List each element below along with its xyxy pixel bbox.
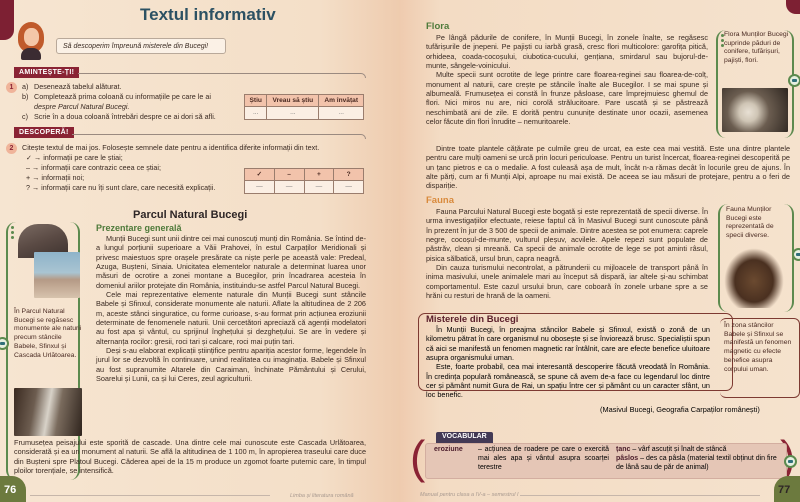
remember-tag: AMINTEȘTE-ȚI! <box>14 67 79 78</box>
vocab-entry-tanc: țanc – vârf ascuțit și înalt de stâncă <box>616 446 727 453</box>
page-title: Textul informativ <box>140 5 276 24</box>
flora-body-wide: Dintre toate plantele cățărate pe culmile greu de urcat, ea este cea mai vestită. Este una dintre plantele pentru care mulți oameni se urcă prin locuri periculoase. Pentru un turist încercat, floarea-reginei descoperită pe un țanc pietros e ca o medalie. A fost culeasă așa de mult, încât n-a rămas decât în locurile greu de ajuns. În alte părți, cum ar fi Munții Alpi, aproape nu mai există. De aceea se iau măsuri de protejare, pentru a o feri de dispariție. <box>426 144 790 191</box>
flora-body: Pe lângă pădurile de conifere, în Munții Bucegi, în zonele înalte, se regăsesc tufărișurile de jnepeni. Pe pajiști cu iarbă grasă, cresc flori multicolore: garofița pitică, orhideea, coada-cocoșului, ciubotica-cucului, gențiana, smirdarul sau bujorul-de-munte, sângele-voinicului. Multe specii sunt ocrotite de lege printre care floarea-reginei sau floarea-de-colț, monument al naturii, care crește pe stâncile înalte ale Bucegilor. I se mai spune și albumeală. Frumusețea ei constă în frunze pâsloase, care împrejmuiesc ghemul de flori. Nici miros nu are, nici corolă strălucitoare. Pare uscată și se păstrează neschimbată ani de zile. E dorită pentru cununițe destinate unor ocazii, asemenea celor făcute din flori înrudite – nemuritoarele. <box>426 33 708 127</box>
article-body-bottom: Frumusețea peisajului este sporită de cascade. Una dintre cele mai cunoscute este Cascada Urlătoarea, considerată și ea un monument al naturii. Se află la altitudinea de 1 100 m, în apropierea traseului care duce din Bușteni spre Platoul Bucegi. Căderea apei de la 15 m produce un zgomot foarte puternic care, în timpul ploilor torențiale, se intensifică. <box>14 438 366 476</box>
signs-table: ✓ – + ? — — — — <box>244 168 364 194</box>
kwl-table: Știu Vreau să știu Am învățat ... ... ... <box>244 94 364 120</box>
mysteries-sidebar-note: În zona stâncilor Babele și Sfinxul se manifestă un fenomen magnetic cu efecte benefice asupra corpului uman. <box>724 322 792 373</box>
page-number: 77 <box>778 484 791 496</box>
discover-tag: DESCOPERĂ! <box>14 127 74 138</box>
avatar-icon <box>16 20 46 60</box>
exercise-number-1: 1 <box>6 82 17 93</box>
mysteries-heading: Misterele din Bucegi <box>426 314 519 325</box>
edelweiss-image <box>722 88 788 132</box>
exercise-2-list: Citește textul de mai jos. Folosește semnele date pentru a identifica diferite informații din text. ✓ → informații pe care le știai; – → informații care contrazic ceea ce știai; + → informații noi; ? → informații care nu îți sunt clare, care necesită explicații. <box>22 143 320 192</box>
footer-text: Manual pentru clasa a IV-a – semestrul I <box>420 492 519 498</box>
chapter-tab <box>786 0 800 14</box>
fauna-sidebar-note: Fauna Munților Bucegi este reprezentată de specii diverse. <box>726 206 774 240</box>
flora-heading: Flora <box>426 21 450 32</box>
footer-text: Limba și literatura română <box>290 493 354 499</box>
divider <box>72 134 366 139</box>
fauna-heading: Fauna <box>426 195 454 206</box>
exercise-1-list: a) Desenează tabelul alăturat. b) Completează prima coloană cu informațiile pe care le ai despre Parcul Natural Bucegi. c) Scrie în a doua coloană întrebări despre ce ai dori să afli. <box>22 82 216 121</box>
vocab-entry-paslos: pâslos – des ca pâsla (material textil obținut din fire de lână sau de păr de animal) <box>616 455 777 471</box>
mysteries-body: În Munții Bucegi, în preajma stâncilor Babele și Sfinxul, există o zonă de un kilometru pătrat în care organismul nu obosește și se înviorează brusc. Specialiștii spun că aici se manifestă un fenomen magnetic rar întâlnit, care are efecte benefice uluitoare asupra organismului uman. Este, foarte probabil, cea mai interesantă descoperire făcută vreodată în România. În credința populară românească, se spune că avem de-a face cu legendarul loc dintre cer și pământ numit Gura de Rai, un spațiu între cer și pământ cu un caracter sfânt, un loc benefic. <box>426 325 710 400</box>
bear-image <box>724 248 784 308</box>
speech-bubble: Să descoperim împreună misterele din Bucegi! <box>56 38 226 54</box>
fauna-body: Fauna Parcului Natural Bucegi este bogată și este reprezentată de specii diverse. În urma investigațiilor efectuate, reiese faptul că în Masivul Bucegi sunt cunoscute până în prezent în jur de 3 500 de specii de animale. Dintre acestea se pot enumera: caprele negre, cocoșul-de-munte, vulturul pleșuv, acvilele. Apele repezi sunt populate de păstrăv, clean și mreană. Ca specii de animale ocrotite de lege se pot aminti râsul, pisica sălbatică, ursul brun, capra neagră. Din cauza turismului necontrolat, a pătrunderii cu mijloacele de transport până în inima masivului, unele animalele mari au început să dispară, iar altele și-au schimbat comportamentul. Este cazul ursului brun, care coboară în zonele urbane spre a se hrăni cu resturi de hrană de la oameni. <box>426 207 708 301</box>
article-title: Parcul Natural Bucegi <box>133 209 248 221</box>
sidebar-note: În Parcul Natural Bucegi se regăsesc monumente ale naturii precum stâncile Babele, Sfinxul și Cascada Urlătoarea. <box>14 308 82 359</box>
link-icon[interactable] <box>792 248 800 261</box>
article-body-top: Munții Bucegi sunt unii dintre cei mai cunoscuți munți din România. Se întind de-a lungul porțiunii superioare a Văii Prahovei, în estul Carpaților Meridionali și privesc maiestuos spre orașele presărate ca niște perle pe această vale: Predeal, Azuga, Bușteni, Sinaia. Unicitatea elementelor naturale a determinat luarea unor măsuri de ocrotire a zonei montane a Bucegilor, prin încadrarea acesteia în domeniul ariilor protejate din România, instituindu-se astfel Parcul Natural Bucegi. Cele mai reprezentative elemente naturale din Munții Bucegi sunt stâncile Babele și Sfinxul, considerate monumente ale naturii. Aflate la altitudinea de 2 206 m, aceste stânci singuratice, cu forme curioase, s-au format prin acțiunea eroziunii determinate de fenomenele naturii. Unii cercetători apreciază că agenții modelatori au fost apa și vântul, cu sprijinul înghețului și dezghețului. Se are în vedere și alternanța rocilor: gresii, roci tari și calcare, roci mai puțin tari. Deși s-au elaborat explicații științifice pentru apariția acestor forme, legendele în jurul lor se dezvoltă în continuare, unind realitatea cu imaginația. Babele și Sfinxul au fost supranumite Altarele din Caraiman, închinate Pământului și Cerului, Soarelui și Lunii, ca și lui Ceres, zeul agriculturii. <box>96 234 366 384</box>
divider <box>78 73 366 78</box>
source-citation: (Masivul Bucegi, Geografia Carpaților românești) <box>600 405 760 414</box>
link-icon[interactable] <box>788 74 800 87</box>
exercise-number-2: 2 <box>6 143 17 154</box>
page-number: 76 <box>4 484 17 496</box>
waterfall-image <box>14 388 82 436</box>
link-icon[interactable] <box>784 455 797 468</box>
vocabulary-tag: VOCABULAR <box>436 432 493 443</box>
footer-rule <box>520 495 760 496</box>
vocab-entry-eroziune: eroziune – acțiunea de roadere pe care o exercită mai ales apa și vântul asupra scoarței terestre <box>434 446 609 471</box>
sfinx-rock-image <box>34 252 80 298</box>
left-bracket: ( <box>410 431 426 483</box>
flora-sidebar-note: Flora Munților Bucegi cuprinde păduri de conifere, tufărișuri, pajiști, flori. <box>724 31 789 65</box>
chapter-tab <box>0 0 14 40</box>
vocabulary-box <box>410 432 795 485</box>
footer-rule <box>30 495 270 496</box>
right-page <box>400 0 800 502</box>
section-heading: Prezentare generală <box>96 223 182 233</box>
